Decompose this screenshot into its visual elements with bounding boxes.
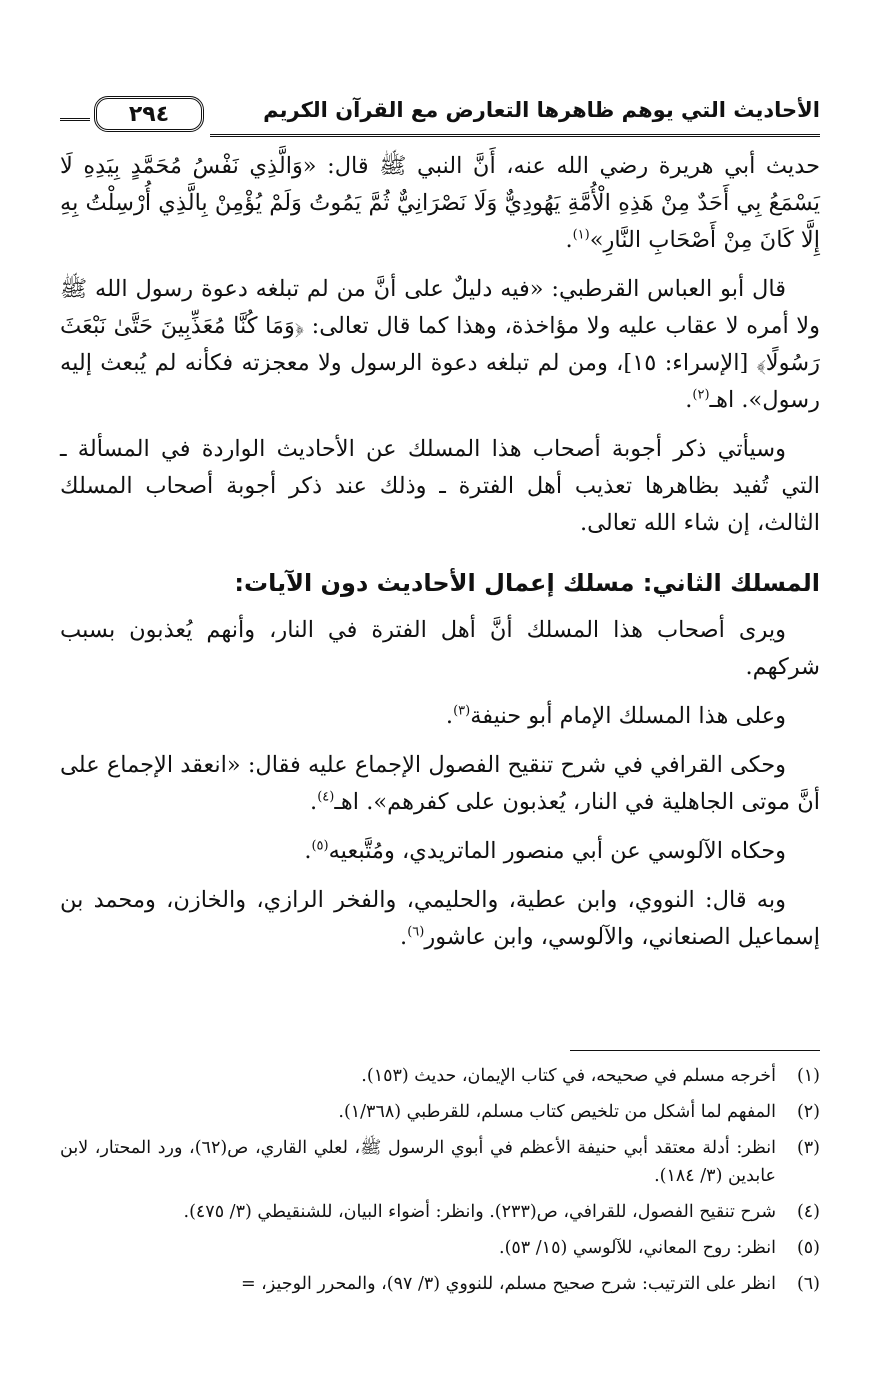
footnote-marker: (٦)	[407, 924, 425, 940]
running-title: الأحاديث التي يوهم ظاهرها التعارض مع القرآن الكريم	[263, 98, 820, 122]
page-number: ٢٩٤	[128, 101, 170, 127]
footnote-marker: (٢)	[692, 387, 710, 403]
footnote	[60, 1270, 820, 1298]
paragraph-text: وعلى هذا المسلك الإمام أبو حنيفة	[470, 703, 786, 729]
paragraph: قال أبو العباس القرطبي: «فيه دليلٌ على أنَّ من لم تبلغه دعوة رسول الله ﷺ ولا أمره لا عقاب عليه ولا مؤاخذة، وهذا كما قال تعالى: ﴿وَمَا كُنَّا مُعَذِّبِينَ حَتَّىٰ نَبْعَثَ رَسُولًا﴾ [الإسراء: ١٥]، ومن لم تبلغه دعوة الرسول ولا معجزته فكأنه لم يُبعث إليه رسول». اهـ$^{(٢)}$.	[60, 276, 820, 413]
footnote-number: (٥)	[796, 1238, 820, 1258]
footnote-text: انظر: أدلة معتقد أبي حنيفة الأعظم في أبوي الرسول ﷺ، لعلي القاري، ص(٦٢)، ورد المحتار، لابن عابدين (٣/ ١٨٤).	[60, 1138, 776, 1186]
header-rule-left	[60, 118, 90, 121]
main-text	[60, 148, 820, 968]
footnote-number: (٦)	[796, 1274, 820, 1294]
footnote-number: (١)	[796, 1066, 820, 1086]
paragraph: وبه قال: النووي، وابن عطية، والحليمي، والفخر الرازي، والخازن، ومحمد بن إسماعيل الصنعاني، والآلوسي، وابن عاشور$^{(٦)}$.	[60, 887, 820, 950]
section-heading: المسلك الثاني: مسلك إعمال الأحاديث دون الآيات:	[234, 569, 820, 597]
book-page	[60, 0, 820, 1384]
paragraph: وحكى القرافي في شرح تنقيح الفصول الإجماع عليه فقال: «انعقد الإجماع على أنَّ موتى الجاهلية في النار، يُعذبون على كفرهم». اهـ$^{(٤)}$.	[60, 752, 820, 815]
paragraph-text: قال أبو العباس القرطبي: «فيه دليلٌ على أنَّ من لم تبلغه دعوة رسول الله ﷺ ولا أمره لا عقاب عليه ولا مؤاخذة، وهذا كما قال تعالى: ﴿وَمَا كُنَّا مُعَذِّبِينَ حَتَّىٰ نَبْعَثَ رَسُولًا﴾ [الإسراء: ١٥]، ومن لم تبلغه دعوة الرسول ولا معجزته فكأنه لم يُبعث إليه رسول». اهـ	[60, 276, 820, 413]
paragraph: حديث أبي هريرة رضي الله عنه، أَنَّ النبي ﷺ قال: «وَالَّذِي نَفْسُ مُحَمَّدٍ بِيَدِهِ لَا يَسْمَعُ بِي أَحَدٌ مِنْ هَذِهِ الْأُمَّةِ يَهُودِيٌّ وَلَا نَصْرَانِيٌّ ثُمَّ يَمُوتُ وَلَمْ يُؤْمِنْ بِالَّذِي أُرْسِلْتُ بِهِ إِلَّا كَانَ مِنْ أَصْحَابِ النَّارِ»$^{(١)}$.	[60, 153, 820, 253]
page-header	[60, 92, 820, 136]
footnote-marker: (٥)	[311, 838, 329, 854]
footnote-number: (٢)	[796, 1102, 820, 1122]
footnote-number: (٤)	[796, 1202, 820, 1222]
paragraph	[60, 612, 820, 686]
footnote-number: (٣)	[796, 1138, 820, 1158]
footnotes	[60, 1062, 820, 1306]
paragraph-text: وسيأتي ذكر أجوبة أصحاب هذا المسلك عن الأحاديث الواردة في المسألة ـ التي تُفيد بظاهرها تعذيب أهل الفترة ـ وذلك عند ذكر أجوبة أصحاب المسلك الثالث، إن شاء الله تعالى.	[60, 436, 820, 536]
footnote-marker: (٣)	[453, 703, 471, 719]
footnote-separator	[570, 1050, 820, 1051]
footnote-text: أخرجه مسلم في صحيحه، في كتاب الإيمان، حديث (١٥٣).	[361, 1066, 776, 1086]
footnote-text: انظر على الترتيب: شرح صحيح مسلم، للنووي (٣/ ٩٧)، والمحرر الوجيز، =	[240, 1274, 776, 1294]
paragraph: وعلى هذا المسلك الإمام أبو حنيفة$^{(٣)}$.	[445, 703, 786, 729]
footnote-text: المفهم لما أشكل من تلخيص كتاب مسلم، للقرطبي (١/٣٦٨).	[338, 1102, 776, 1122]
footnote-text: شرح تنقيح الفصول، للقرافي، ص(٢٣٣). وانظر: أضواء البيان، للشنقيطي (٣/ ٤٧٥).	[183, 1202, 776, 1222]
footnote-marker: (٤)	[317, 789, 335, 805]
header-rule	[210, 134, 820, 137]
footnote	[60, 1062, 820, 1090]
paragraph: وحكاه الآلوسي عن أبي منصور الماتريدي، ومُتَّبعيه$^{(٥)}$.	[304, 838, 786, 864]
footnote	[60, 1098, 820, 1126]
footnote	[60, 1198, 820, 1226]
footnote	[60, 1134, 820, 1190]
paragraph-text: ويرى أصحاب هذا المسلك أنَّ أهل الفترة في النار، وأنهم يُعذبون بسبب شركهم.	[60, 617, 820, 680]
paragraph-text: حديث أبي هريرة رضي الله عنه، أَنَّ النبي ﷺ قال: «وَالَّذِي نَفْسُ مُحَمَّدٍ بِيَدِهِ لَا يَسْمَعُ بِي أَحَدٌ مِنْ هَذِهِ الْأُمَّةِ يَهُودِيٌّ وَلَا نَصْرَانِيٌّ ثُمَّ يَمُوتُ وَلَمْ يُؤْمِنْ بِالَّذِي أُرْسِلْتُ بِهِ إِلَّا كَانَ مِنْ أَصْحَابِ النَّارِ»	[60, 153, 820, 253]
paragraph-text: وحكى القرافي في شرح تنقيح الفصول الإجماع عليه فقال: «انعقد الإجماع على أنَّ موتى الجاهلية في النار، يُعذبون على كفرهم». اهـ	[60, 752, 820, 815]
page-number-box	[94, 96, 204, 132]
paragraph	[60, 431, 820, 542]
footnote	[60, 1234, 820, 1262]
paragraph-text: وحكاه الآلوسي عن أبي منصور الماتريدي، ومُتَّبعيه	[328, 838, 786, 864]
paragraph-text: وبه قال: النووي، وابن عطية، والحليمي، والفخر الرازي، والخازن، ومحمد بن إسماعيل الصنعاني، والآلوسي، وابن عاشور	[60, 887, 820, 950]
footnote-text: انظر: روح المعاني، للآلوسي (١٥/ ٥٣).	[499, 1238, 776, 1258]
footnote-marker: (١)	[572, 227, 590, 243]
